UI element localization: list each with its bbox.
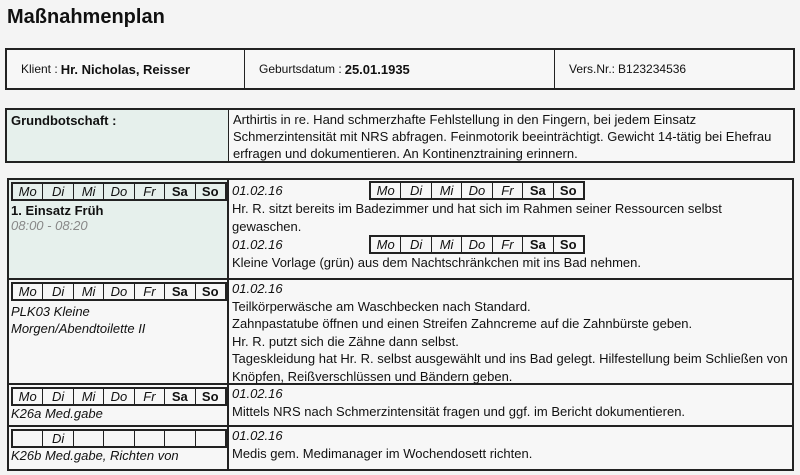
entry-line: Hr. R. putzt sich die Zähne dann selbst. (232, 333, 459, 349)
birth-cell (245, 50, 555, 88)
day-toggle-so[interactable]: So (559, 183, 577, 198)
day-toggle-sa[interactable]: Sa (165, 184, 195, 199)
day-toggle-mi[interactable] (74, 431, 104, 446)
day-toggle-mi[interactable]: Mi (432, 237, 462, 252)
day-toggle-fr[interactable]: Fr (135, 284, 165, 299)
weekday-selector (11, 387, 227, 406)
table-row (9, 280, 792, 385)
day-toggle-sa[interactable]: Sa (165, 389, 195, 404)
row-left (9, 427, 229, 469)
client-info (5, 48, 795, 90)
day-toggle-do[interactable]: Do (104, 284, 134, 299)
entry-line: Zahnpastatube öffnen und einen Streifen Zahncreme auf die Zahnbürste geben. (232, 316, 693, 331)
day-toggle-mo[interactable]: Mo (371, 183, 401, 198)
day-toggle-di[interactable]: Di (401, 183, 431, 198)
weekday-selector (11, 429, 227, 448)
measure-title: K26b Med.gabe, Richten von (11, 448, 179, 463)
table-row (9, 427, 792, 469)
grundbotschaft (5, 108, 795, 163)
measure-title: PLK03 Kleine Morgen/Abendtoilette II (11, 304, 146, 336)
measures-table (7, 178, 794, 471)
day-toggle-di[interactable]: Di (43, 389, 73, 404)
day-toggle-do[interactable] (104, 431, 134, 446)
entry-text: Mittels NRS nach Schmerzintensität fragen und ggf. im Bericht dokumentieren. (232, 403, 686, 419)
day-toggle-di[interactable]: Di (43, 431, 73, 446)
day-toggle-di[interactable]: Di (401, 237, 431, 252)
grundbotschaft-text: Arthirtis in re. Hand schmerzhafte Fehlstellung in den Fingern, bei jedem Einsatz Schmerzintensität mit NRS abfragen. Feinmotorik beeinträchtigt. Gewicht 14-tätig bei Ehefrau erfragen und dokumentieren. An Kontinenztraining erinnern. (229, 110, 793, 161)
day-toggle-sa[interactable]: Sa (523, 237, 553, 252)
day-toggle-fr[interactable]: Fr (493, 183, 523, 198)
day-toggle-fr[interactable]: Fr (493, 237, 523, 252)
measure-time: 08:00 - 08:20 (11, 218, 88, 233)
grundbotschaft-label: Grundbotschaft : (7, 110, 229, 161)
day-toggle-fr[interactable]: Fr (135, 184, 165, 199)
day-toggle-sa[interactable] (165, 431, 195, 446)
day-toggle-mi[interactable]: Mi (74, 184, 104, 199)
entry-date: 01.02.16 (232, 386, 283, 401)
day-toggle-mo[interactable] (13, 431, 43, 446)
client-label: Klient : (21, 62, 58, 76)
row-right (229, 427, 792, 469)
weekday-selector (11, 182, 227, 201)
weekday-selector (11, 282, 227, 301)
day-toggle-sa[interactable]: Sa (523, 183, 553, 198)
day-toggle-do[interactable]: Do (462, 183, 492, 198)
table-row (9, 385, 792, 427)
entry-text: Kleine Vorlage (grün) aus dem Nachtschränkchen mit ins Bad nehmen. (232, 255, 641, 270)
row-left (9, 385, 229, 425)
birth-label: Geburtsdatum : (259, 62, 342, 76)
client-cell (7, 50, 245, 88)
entry-text: Hr. R. sitzt bereits im Badezimmer und hat sich im Rahmen seiner Ressourcen selbst gewaschen. (232, 201, 722, 234)
day-toggle-do[interactable]: Do (104, 389, 134, 404)
day-toggle-mo[interactable]: Mo (13, 284, 43, 299)
day-toggle-do[interactable]: Do (104, 184, 134, 199)
row-left (9, 280, 229, 383)
day-toggle-mi[interactable]: Mi (74, 389, 104, 404)
weekday-selector (369, 235, 585, 254)
day-toggle-mo[interactable]: Mo (13, 389, 43, 404)
day-toggle-mi[interactable]: Mi (74, 284, 104, 299)
vers-cell (555, 50, 793, 88)
row-right (229, 385, 792, 425)
day-toggle-so[interactable]: So (201, 184, 219, 199)
day-toggle-so[interactable]: So (201, 389, 219, 404)
vers-number: B123234536 (618, 62, 687, 76)
vers-label: Vers.Nr.: (569, 62, 616, 76)
day-toggle-di[interactable]: Di (43, 284, 73, 299)
birth-date: 25.01.1935 (344, 61, 410, 77)
day-toggle-so[interactable]: So (201, 284, 219, 299)
day-toggle-fr[interactable] (135, 431, 165, 446)
entry-line: Tageskleidung hat Hr. R. selbst ausgewählt und ins Bad gelegt. Hilfestellung beim Schließen von Knöpfen, Reißverschlüssen und Bändern geben. (232, 351, 788, 384)
row-right (229, 280, 792, 383)
page-title: Maßnahmenplan (7, 6, 165, 28)
day-toggle-sa[interactable]: Sa (165, 284, 195, 299)
day-toggle-so[interactable] (196, 431, 225, 446)
entry-date: 01.02.16 (232, 428, 283, 443)
day-toggle-mo[interactable]: Mo (371, 237, 401, 252)
client-name: Hr. Nicholas, Reisser (60, 61, 191, 77)
entry-line: Teilkörperwäsche am Waschbecken nach Standard. (232, 298, 531, 314)
entry-date: 01.02.16 (232, 182, 283, 198)
measure-title: K26a Med.gabe (11, 406, 103, 421)
entry-text: Medis gem. Medimanager im Wochendosett richten. (232, 445, 533, 461)
entry-date: 01.02.16 (232, 236, 283, 252)
entry-date: 01.02.16 (232, 281, 283, 296)
measure-title: 1. Einsatz Früh (11, 203, 104, 218)
day-toggle-do[interactable]: Do (462, 237, 492, 252)
day-toggle-mi[interactable]: Mi (432, 183, 462, 198)
day-toggle-mo[interactable]: Mo (13, 184, 43, 199)
row-right (229, 180, 792, 278)
day-toggle-di[interactable]: Di (43, 184, 73, 199)
day-toggle-so[interactable]: So (559, 237, 577, 252)
day-toggle-fr[interactable]: Fr (135, 389, 165, 404)
table-row (9, 180, 792, 280)
weekday-selector (369, 181, 585, 200)
row-left (9, 180, 229, 278)
